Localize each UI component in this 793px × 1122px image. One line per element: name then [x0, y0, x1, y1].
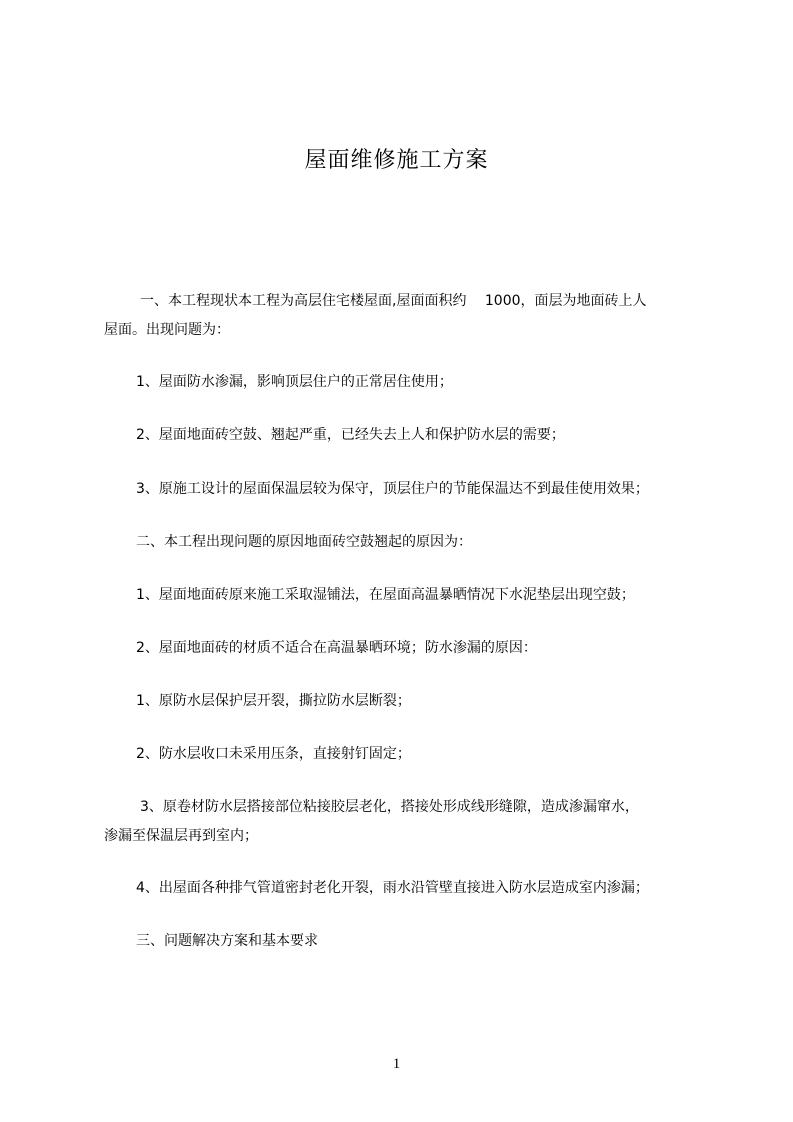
- paragraph-9: 2、防水层收口未采用压条，直接射钉固定；: [136, 746, 411, 762]
- paragraph-2: 1、屋面防水渗漏，影响顶层住户的正常居住使用；: [136, 374, 453, 390]
- paragraph-4: 3、原施工设计的屋面保温层较为保守，顶层住户的节能保温达不到最佳使用效果；: [136, 481, 649, 497]
- paragraph-5: 二、本工程出现问题的原因地面砖空鼓翘起的原因为：: [136, 534, 472, 550]
- paragraph-8: 1、原防水层保护层开裂，撕拉防水层断裂；: [136, 693, 411, 709]
- document-title: 屋面维修施工方案: [304, 148, 489, 173]
- page-number: 1: [392, 1056, 401, 1072]
- paragraph-1-line-1: 一、本工程现状本工程为高层住宅楼屋面,屋面面积约 1000，面层为地面砖上人: [140, 293, 647, 309]
- paragraph-6: 1、屋面地面砖原来施工采取湿铺法，在屋面高温暴晒情况下水泥垫层出现空鼓；: [136, 587, 635, 603]
- paragraph-1-line-2: 屋面。出现问题为：: [104, 322, 230, 338]
- paragraph-10-line-1: 3、原卷材防水层搭接部位粘接胶层老化，搭接处形成线形缝隙，造成渗漏窜水，: [140, 799, 639, 815]
- paragraph-3: 2、屋面地面砖空鼓、翘起严重，已经失去上人和保护防水层的需要；: [136, 427, 565, 443]
- paragraph-7: 2、屋面地面砖的材质不适合在高温暴晒环境；防水渗漏的原因：: [136, 640, 537, 656]
- paragraph-12: 三、问题解决方案和基本要求: [136, 933, 318, 949]
- paragraph-10-line-2: 渗漏至保温层再到室内；: [104, 828, 258, 844]
- paragraph-11: 4、出屋面各种排气管道密封老化开裂，雨水沿管壁直接进入防水层造成室内渗漏；: [136, 880, 649, 896]
